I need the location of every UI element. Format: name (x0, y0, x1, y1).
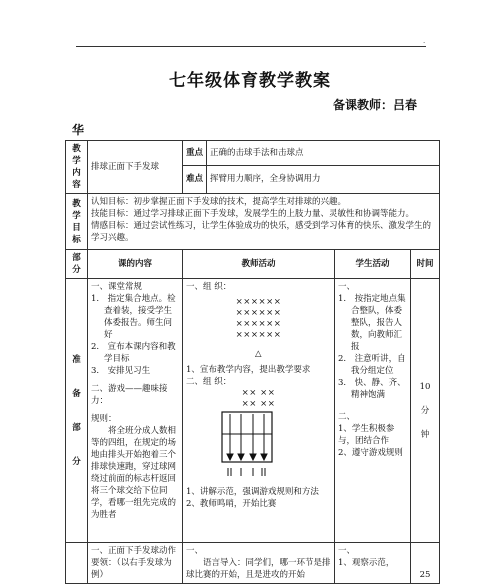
formation-grid: ×××××× ×××××× ×××××× ×××××× △ (186, 297, 331, 360)
header-teacher: 教师活动 (183, 250, 335, 279)
relay-field-diagram (186, 410, 306, 486)
goal-emotion: 情感目标：通过尝试性练习，让学生体验成功的快乐，感受到学习体育的快乐、激发学生的学习兴趣。 (91, 221, 432, 243)
author-line: 备课教师：吕春 (333, 98, 418, 112)
prep-student: 一、 1. 按指定地点集合整队，体委整队，报告人数，向教师汇报 2. 注意听讲，自我分组定位 3. 快、静、齐、精神饱满 二、 1、学生积极参与，团结合作 2、遵守游戏规则 (335, 279, 411, 543)
header-rule (76, 46, 426, 47)
basic-time: 25 (411, 543, 440, 584)
content-value: 排球正面下手发球 (88, 141, 183, 194)
label-key: 重点 (183, 141, 207, 166)
label-goals: 教学目标 (66, 194, 88, 250)
difficulty-value: 挥臂用力顺序，全身协调用力 (207, 165, 440, 193)
prep-time: 10 分 钟 (411, 279, 440, 543)
header-part: 部分 (66, 250, 88, 279)
game-formation: ×× ×× ×× ×× (241, 388, 276, 409)
header-student: 学生活动 (335, 250, 411, 279)
header-time: 时间 (411, 250, 440, 279)
prep-teacher: 一、组 织： ×××××× ×××××× ×××××× ×××××× △ 1、宣布教学内容，提出教学要求 二、组 织： ×× ×× ×× ×× 1、讲解示范，强调游戏规则和方法 2、教师鸣哨，开始比赛 (183, 279, 335, 543)
basic-content: 一、正面下手发球动作要领：（以右手发球为例） (88, 543, 183, 584)
header-content: 课的内容 (88, 250, 183, 279)
basic-teacher: 一、 语言导入：同学们，哪一环节是排球比赛的开始，且是进攻的开始 (183, 543, 335, 584)
goals-cell (88, 194, 440, 250)
teacher-triangle-icon: △ (254, 349, 263, 359)
prep-content: 一、课堂常规 1. 指定集合地点。检查着装，接受学生体委报告。师生问好 2. 宣布本课内容和教学目标 3. 安排见习生 二、游戏——趣味接力： 规则： 将全班分成人数相等的四组，在规定的场地由排头开始抱着三个排球快速跑，穿过球网绕过前面的标志杆返回将三个球交给下位同学，看哪一组先完成的为胜者 (88, 279, 183, 543)
label-difficulty: 难点 (183, 165, 207, 193)
header-dot: . (423, 37, 426, 45)
goal-skill: 技能目标：通过学习排球正面下手发球，发展学生的上肢力量、灵敏性和协调等能力。 (91, 209, 415, 219)
basic-student: 一、 1、观察示范， (335, 543, 411, 584)
part-prep: 准 备 部 分 (66, 279, 88, 543)
page-title: 七年级体育教学教案 (169, 71, 331, 91)
key-value: 正确的击球手法和击球点 (207, 141, 440, 166)
author-line-continued: 华 (72, 123, 85, 137)
label-content: 教学内容 (66, 141, 88, 194)
lesson-plan-table (65, 140, 440, 584)
part-basic (66, 543, 88, 584)
goal-cognitive: 认知目标：初步掌握正面下手发球的技术，提高学生对排球的兴趣。 (91, 197, 347, 207)
